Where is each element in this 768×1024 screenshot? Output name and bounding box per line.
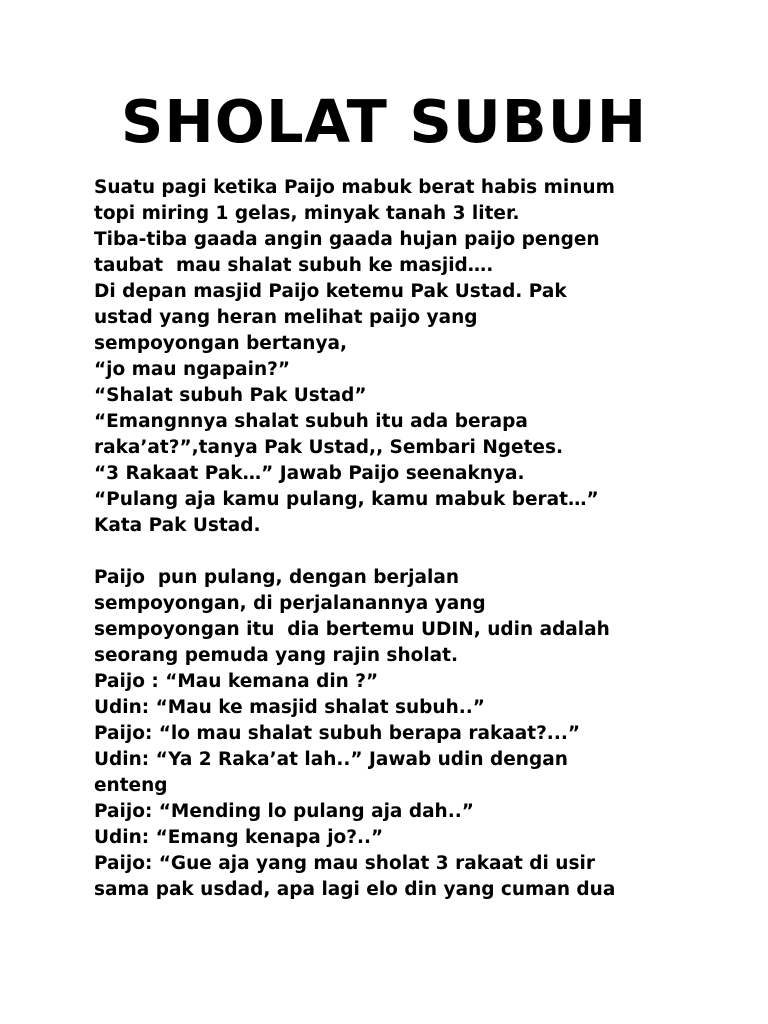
body-line: Di depan masjid Paijo ketemu Pak Ustad. Pak xyxy=(94,281,567,302)
body-line: sempoyongan itu dia bertemu UDIN, udin adalah xyxy=(94,619,610,640)
blank-line xyxy=(94,539,694,565)
body-line: raka’at?”,tanya Pak Ustad,, Sembari Ngetes. xyxy=(94,437,564,458)
document-title: SHOLAT SUBUH xyxy=(120,87,648,156)
body-line: Paijo : “Mau kemana din ?” xyxy=(94,671,379,692)
body-line: Udin: “Emang kenapa jo?..” xyxy=(94,827,384,848)
body-line: enteng xyxy=(94,775,168,796)
body-line: seorang pemuda yang rajin sholat. xyxy=(94,645,459,666)
body-line: sama pak usdad, apa lagi elo din yang cuman dua xyxy=(94,879,616,900)
body-line: sempoyongan, di perjalanannya yang xyxy=(94,593,486,614)
body-line: Suatu pagi ketika Paijo mabuk berat habis minum xyxy=(94,177,615,198)
body-line: Paijo: “lo mau shalat subuh berapa rakaat?...” xyxy=(94,723,581,744)
body-line: topi miring 1 gelas, minyak tanah 3 liter. xyxy=(94,203,520,224)
body-line: Udin: “Ya 2 Raka’at lah..” Jawab udin dengan xyxy=(94,749,568,770)
body-line: “Emangnnya shalat subuh itu ada berapa xyxy=(94,411,528,432)
body-line: Udin: “Mau ke masjid shalat subuh..” xyxy=(94,697,485,718)
body-line: “Pulang aja kamu pulang, kamu mabuk berat…” xyxy=(94,489,599,510)
body-line: “Shalat subuh Pak Ustad” xyxy=(94,385,367,406)
document-body xyxy=(94,175,694,903)
body-line: Paijo: “Mending lo pulang aja dah..” xyxy=(94,801,474,822)
body-line: taubat mau shalat subuh ke masjid…. xyxy=(94,255,494,276)
body-line: Kata Pak Ustad. xyxy=(94,515,261,536)
body-line: ustad yang heran melihat paijo yang xyxy=(94,307,478,328)
body-line: “3 Rakaat Pak…” Jawab Paijo seenaknya. xyxy=(94,463,525,484)
body-line: “jo mau ngapain?” xyxy=(94,359,291,380)
body-line: sempoyongan bertanya, xyxy=(94,333,348,354)
body-line: Paijo pun pulang, dengan berjalan xyxy=(94,567,459,588)
body-line: Tiba-tiba gaada angin gaada hujan paijo pengen xyxy=(94,229,600,250)
body-line: Paijo: “Gue aja yang mau sholat 3 rakaat di usir xyxy=(94,853,595,874)
